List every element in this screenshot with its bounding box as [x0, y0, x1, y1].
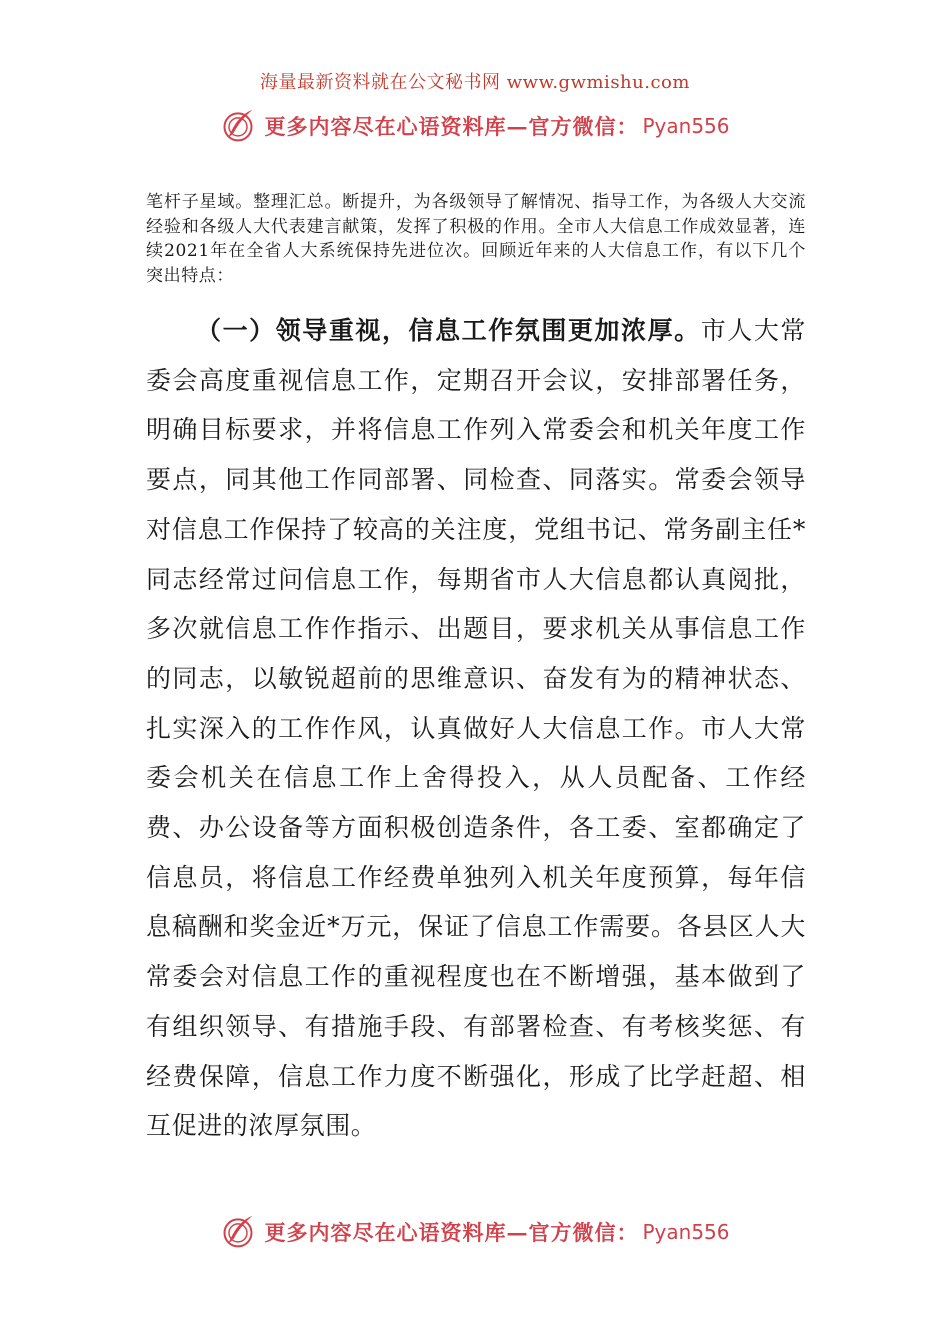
section-1-heading: （一）领导重视，信息工作氛围更加浓厚。 [196, 316, 701, 345]
promo-text: 更多内容尽在心语资料库—官方微信： [264, 114, 639, 139]
quill-pen-logo-icon [220, 108, 256, 144]
section-1-body: 市人大常委会高度重视信息工作，定期召开会议，安排部署任务，明确目标要求，并将信息工作列入常委会和机关年度工作要点，同其他工作同部署、同检查、同落实。常委会领导对信息工作保持了较高的关注度，党组书记、常务副主任*同志经常过问信息工作，每期省市人大信息都认真阅批，多次就信息工作作指示、出题目，要求机关从事信息工作的同志，以敏锐超前的思维意识、奋发有为的精神状态、扎实深入的工作作风，认真做好人大信息工作。市人大常委会机关在信息工作上舍得投入，从人员配备、工作经费、办公设备等方面积极创造条件，各工委、室都确定了信息员，将信息工作经费单独列入机关年度预算，每年信息稿酬和奖金近*万元，保证了信息工作需要。各县区人大常委会对信息工作的重视程度也在不断增强，基本做到了有组织领导、有措施手段、有部署检查、有考核奖惩、有经费保障，信息工作力度不断强化，形成了比学赶超、相互促进的浓厚氛围。 [146, 316, 806, 1141]
quill-pen-logo-icon [220, 1214, 256, 1250]
promo-wechat-id: Pyan556 [642, 1220, 730, 1244]
intro-paragraph: 笔杆子星域。整理汇总。断提升，为各级领导了解情况、指导工作，为各级人大交流经验和各级人大代表建言献策，发挥了积极的作用。全市人大信息工作成效显著，连续2021年在全省人大系统保持先进位次。回顾近年来的人大信息工作，有以下几个突出特点： [146, 192, 806, 286]
section-1-paragraph [146, 306, 806, 1151]
promo-text: 更多内容尽在心语资料库—官方微信： [264, 1220, 639, 1245]
promo-banner-top [0, 106, 950, 146]
promo-banner-bottom [0, 1212, 950, 1252]
promo-wechat-id: Pyan556 [642, 114, 730, 138]
header-site-link[interactable]: 海量最新资料就在公文秘书网 www.gwmishu.com [260, 72, 690, 93]
